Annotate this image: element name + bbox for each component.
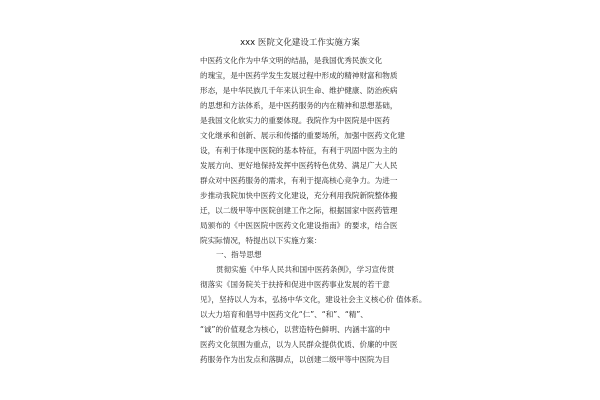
paragraph-line: 的思想和方法体系，是中医药服务的内在精神和思想基础， [200,101,398,110]
section-heading: 一、指导思想 [216,250,262,259]
document-title: xxx 医院文化建设工作实施方案 [240,38,360,48]
paragraph-line: 见》，坚持以人为本，弘扬中华文化，建设社会主义核心价 值体系。 [200,295,427,304]
paragraph-line: 迁，以二级甲等中医院创建工作之际，根据国家中医药管理 [200,206,398,215]
paragraph-line: 发展方向、更好地保持发挥中医药特色优势、满足广大人民 [200,161,398,170]
paragraph-line: 的瑰宝，是中医药学发生发展过程中形成的精神财富和物质 [200,71,398,80]
paragraph-line: 是我国文化软实力的重要体现。我院作为中医院是中医药 [200,116,390,125]
paragraph-line: 贯彻实施《中华人民共和国中医药条例》，学习宣传贯 [216,265,395,274]
paragraph-line: 步推动我院加快中医药文化建设，充分利用我院新院整体搬 [200,191,398,200]
paragraph-line: 局颁布的《中医医院中医药文化建设指南》的要求，结合医 [200,221,398,230]
paragraph-line: 院实际情况，特提出以下实施方案： [200,236,322,245]
paragraph-line: 设，有利于体现中医院的基本特征，有利于巩固中医为主的 [200,146,398,155]
paragraph-line: 彻落实《国务院关于扶持和促进中医药事业发展的若干意 [200,280,390,289]
paragraph-line: 中医药文化作为中华文明的结晶，是我国优秀民族文化 [200,56,383,65]
paragraph-line: 群众对中医药服务的需求，有利于提高核心竞争力。为进一 [200,176,398,185]
paragraph-line: 医药文化氛围为重点，以为人民群众提供优质、价廉的中医 [200,340,398,349]
paragraph-line: 形态，是中华民族几千年来认识生命、维护健康、防治疾病 [200,86,398,95]
paragraph-line: 药服务作为出发点和落脚点，以创建二级甲等中医院为目 [200,355,390,364]
paragraph-line: 以大力培育和倡导中医药文化“仁”、“和”、“精”、 [200,310,368,319]
paragraph-line: 文化继承和创新、展示和传播的重要场所，加强中医药文化建 [200,131,406,140]
paragraph-line: “诚”的价值观念为核心，以营造特色鲜明、内涵丰富的中 [200,325,391,334]
